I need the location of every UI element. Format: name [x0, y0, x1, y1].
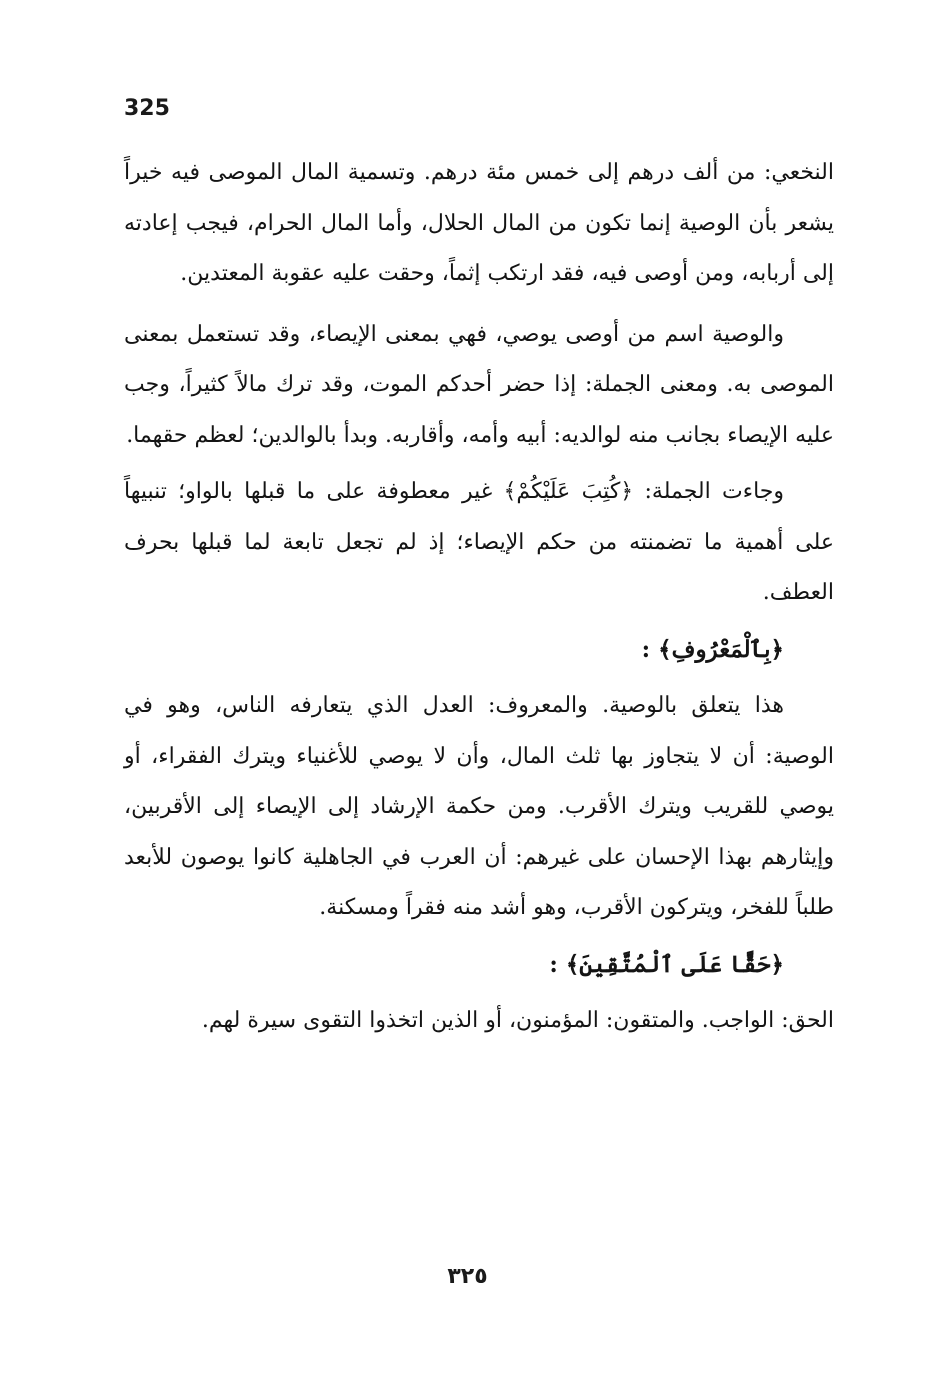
- heading-1-text: ﴿بِٱلْمَعْرُوفِ﴾ :: [641, 635, 784, 663]
- paragraph-1: النخعي: من ألف درهم إلى خمس مئة درهم. وتسمية المال الموصى فيه خيراً يشعر بأن الوصية إنما تكون من المال الحلال، وأما المال الحرام، فيجب إعادته إلى أربابه، ومن أوصى فيه، فقد ارتكب إثماً، وحقت عليه عقوبة المعتدين.: [124, 160, 834, 286]
- page-number-arabic: ٣٢٥: [447, 1264, 488, 1289]
- page-number-latin: 325: [124, 96, 170, 121]
- paragraph-2: والوصية اسم من أوصى يوصي، فهي بمعنى الإيصاء، وقد تستعمل بمعنى الموصى به. ومعنى الجملة: إذا حضر أحدكم الموت، وقد ترك مالاً كثيراً، وجب عليه الإيصاء بجانب منه لوالديه: أبيه وأمه، وأقاربه. وبدأ بالوالدين؛ لعظم حقهما.: [124, 321, 834, 448]
- paragraph-3: وجاءت الجملة: ﴿كُتِبَ عَلَيْكُمْ﴾ غير معطوفة على ما قبلها بالواو؛ تنبيهاً على أهمية ما تضمنته من حكم الإيصاء؛ إذ لم تجعل تابعة لما قبلها بحرف العطف.: [124, 479, 834, 605]
- heading-bil-maruf: [124, 625, 834, 676]
- heading-2-text: ﴿حَقًّا عَلَى ٱلْمُتَّقِينَ﴾ :: [549, 950, 784, 978]
- paragraph-4: هذا يتعلق بالوصية. والمعروف: العدل الذي يتعارفه الناس، وهو في الوصية: أن لا يتجاوز بها ثلث المال، وأن لا يوصي للأغنياء ويترك الفقراء، أو يوصي للقريب ويترك الأقرب. ومن حكمة الإرشاد إلى الإيصاء إلى الأقربين، وإيثارهم بهذا الإحسان على غيرهم: أن العرب في الجاهلية كانوا يوصون للأبعد طلباً للفخر، ويتركون الأقرب، وهو أشد منه فقراً ومسكنة.: [124, 693, 834, 920]
- heading-haqqan: [124, 940, 834, 991]
- page-body: [124, 148, 834, 1047]
- paragraph-5: الحق: الواجب. والمتقون: المؤمنون، أو الذين اتخذوا التقوى سيرة لهم.: [201, 1008, 834, 1033]
